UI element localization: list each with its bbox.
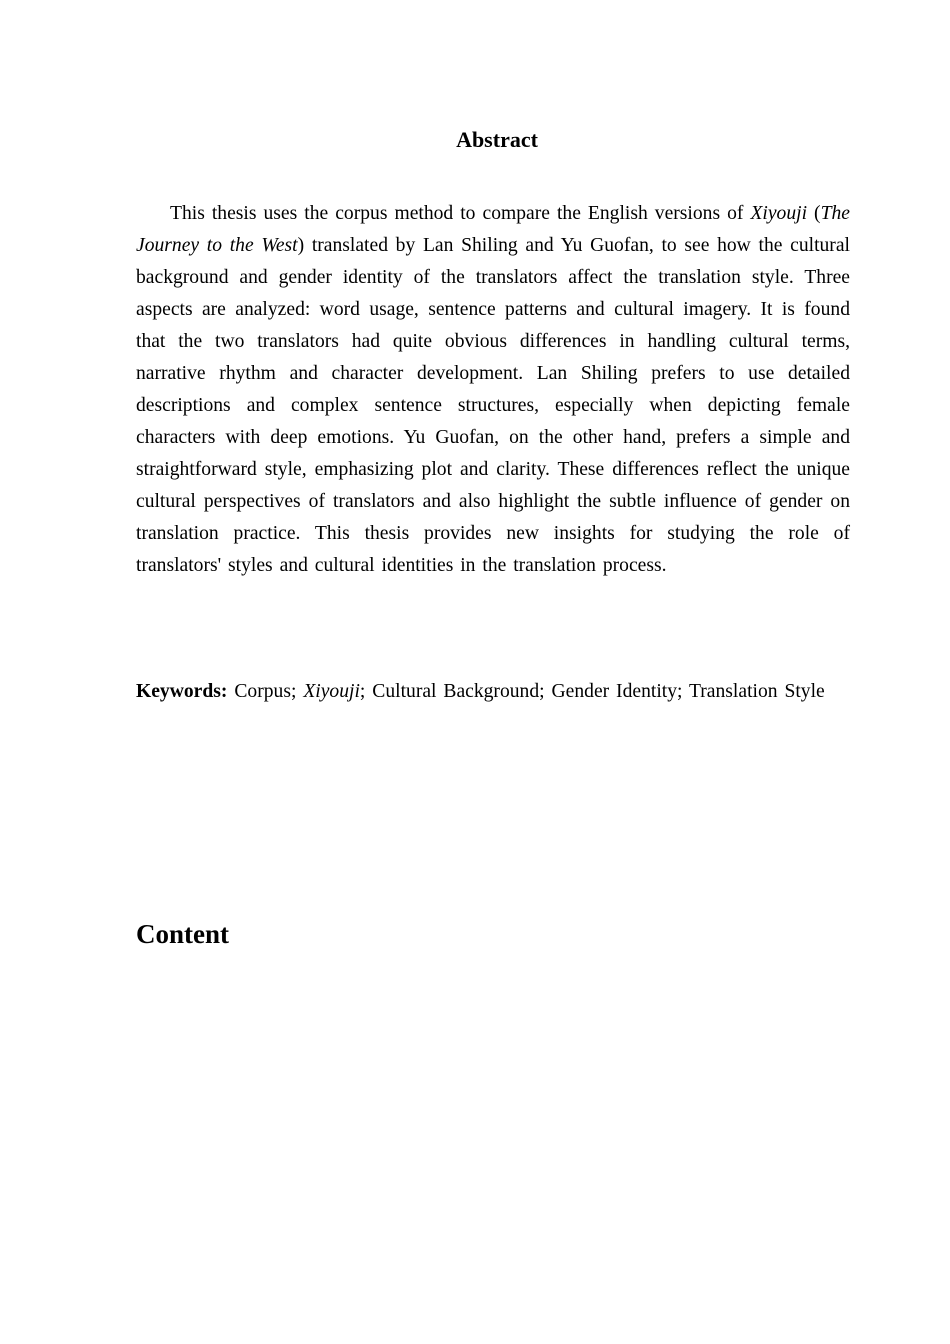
keywords-label: Keywords: — [136, 681, 228, 702]
keyword-separator: ; — [359, 681, 366, 702]
content-heading: Content — [136, 919, 229, 949]
abstract-title-italic: Xiyouji — [750, 203, 808, 224]
keywords-line — [136, 676, 850, 708]
abstract-paragraph — [136, 198, 850, 582]
abstract-title: Abstract — [456, 127, 538, 152]
keyword-item: Translation Style — [689, 681, 825, 702]
keyword-item-italic: Xiyouji — [303, 681, 360, 702]
abstract-text-part: This thesis uses the corpus method to compare the English versions of — [170, 203, 751, 224]
keyword-item: Cultural Background; — [372, 681, 545, 702]
abstract-english-title-italic: The Journey to the West — [136, 203, 850, 256]
keyword-item: Gender Identity; — [551, 681, 683, 702]
abstract-text-rest: ) translated by Lan Shiling and Yu Guofan, to see how the cultural background and gender identity of the translators affect the translation style. Three aspects are analyzed: word usage, sentence patterns and cultural imagery. It is found that the two translators had quite obvious differences in handling cultural terms, narrative rhythm and character development. Lan Shiling prefers to use detailed descriptions and complex sentence structures, especially when depicting female characters with deep emotions. Yu Guofan, on the other hand, prefers a simple and straightforward style, emphasizing plot and clarity. These differences reflect the unique cultural perspectives of translators and also highlight the subtle influence of gender on translation practice. This thesis provides new insights for studying the role of translators' styles and cultural identities in the translation process. — [136, 235, 850, 576]
keyword-item: Corpus; — [234, 681, 297, 702]
abstract-paren-open: ( — [807, 203, 821, 224]
